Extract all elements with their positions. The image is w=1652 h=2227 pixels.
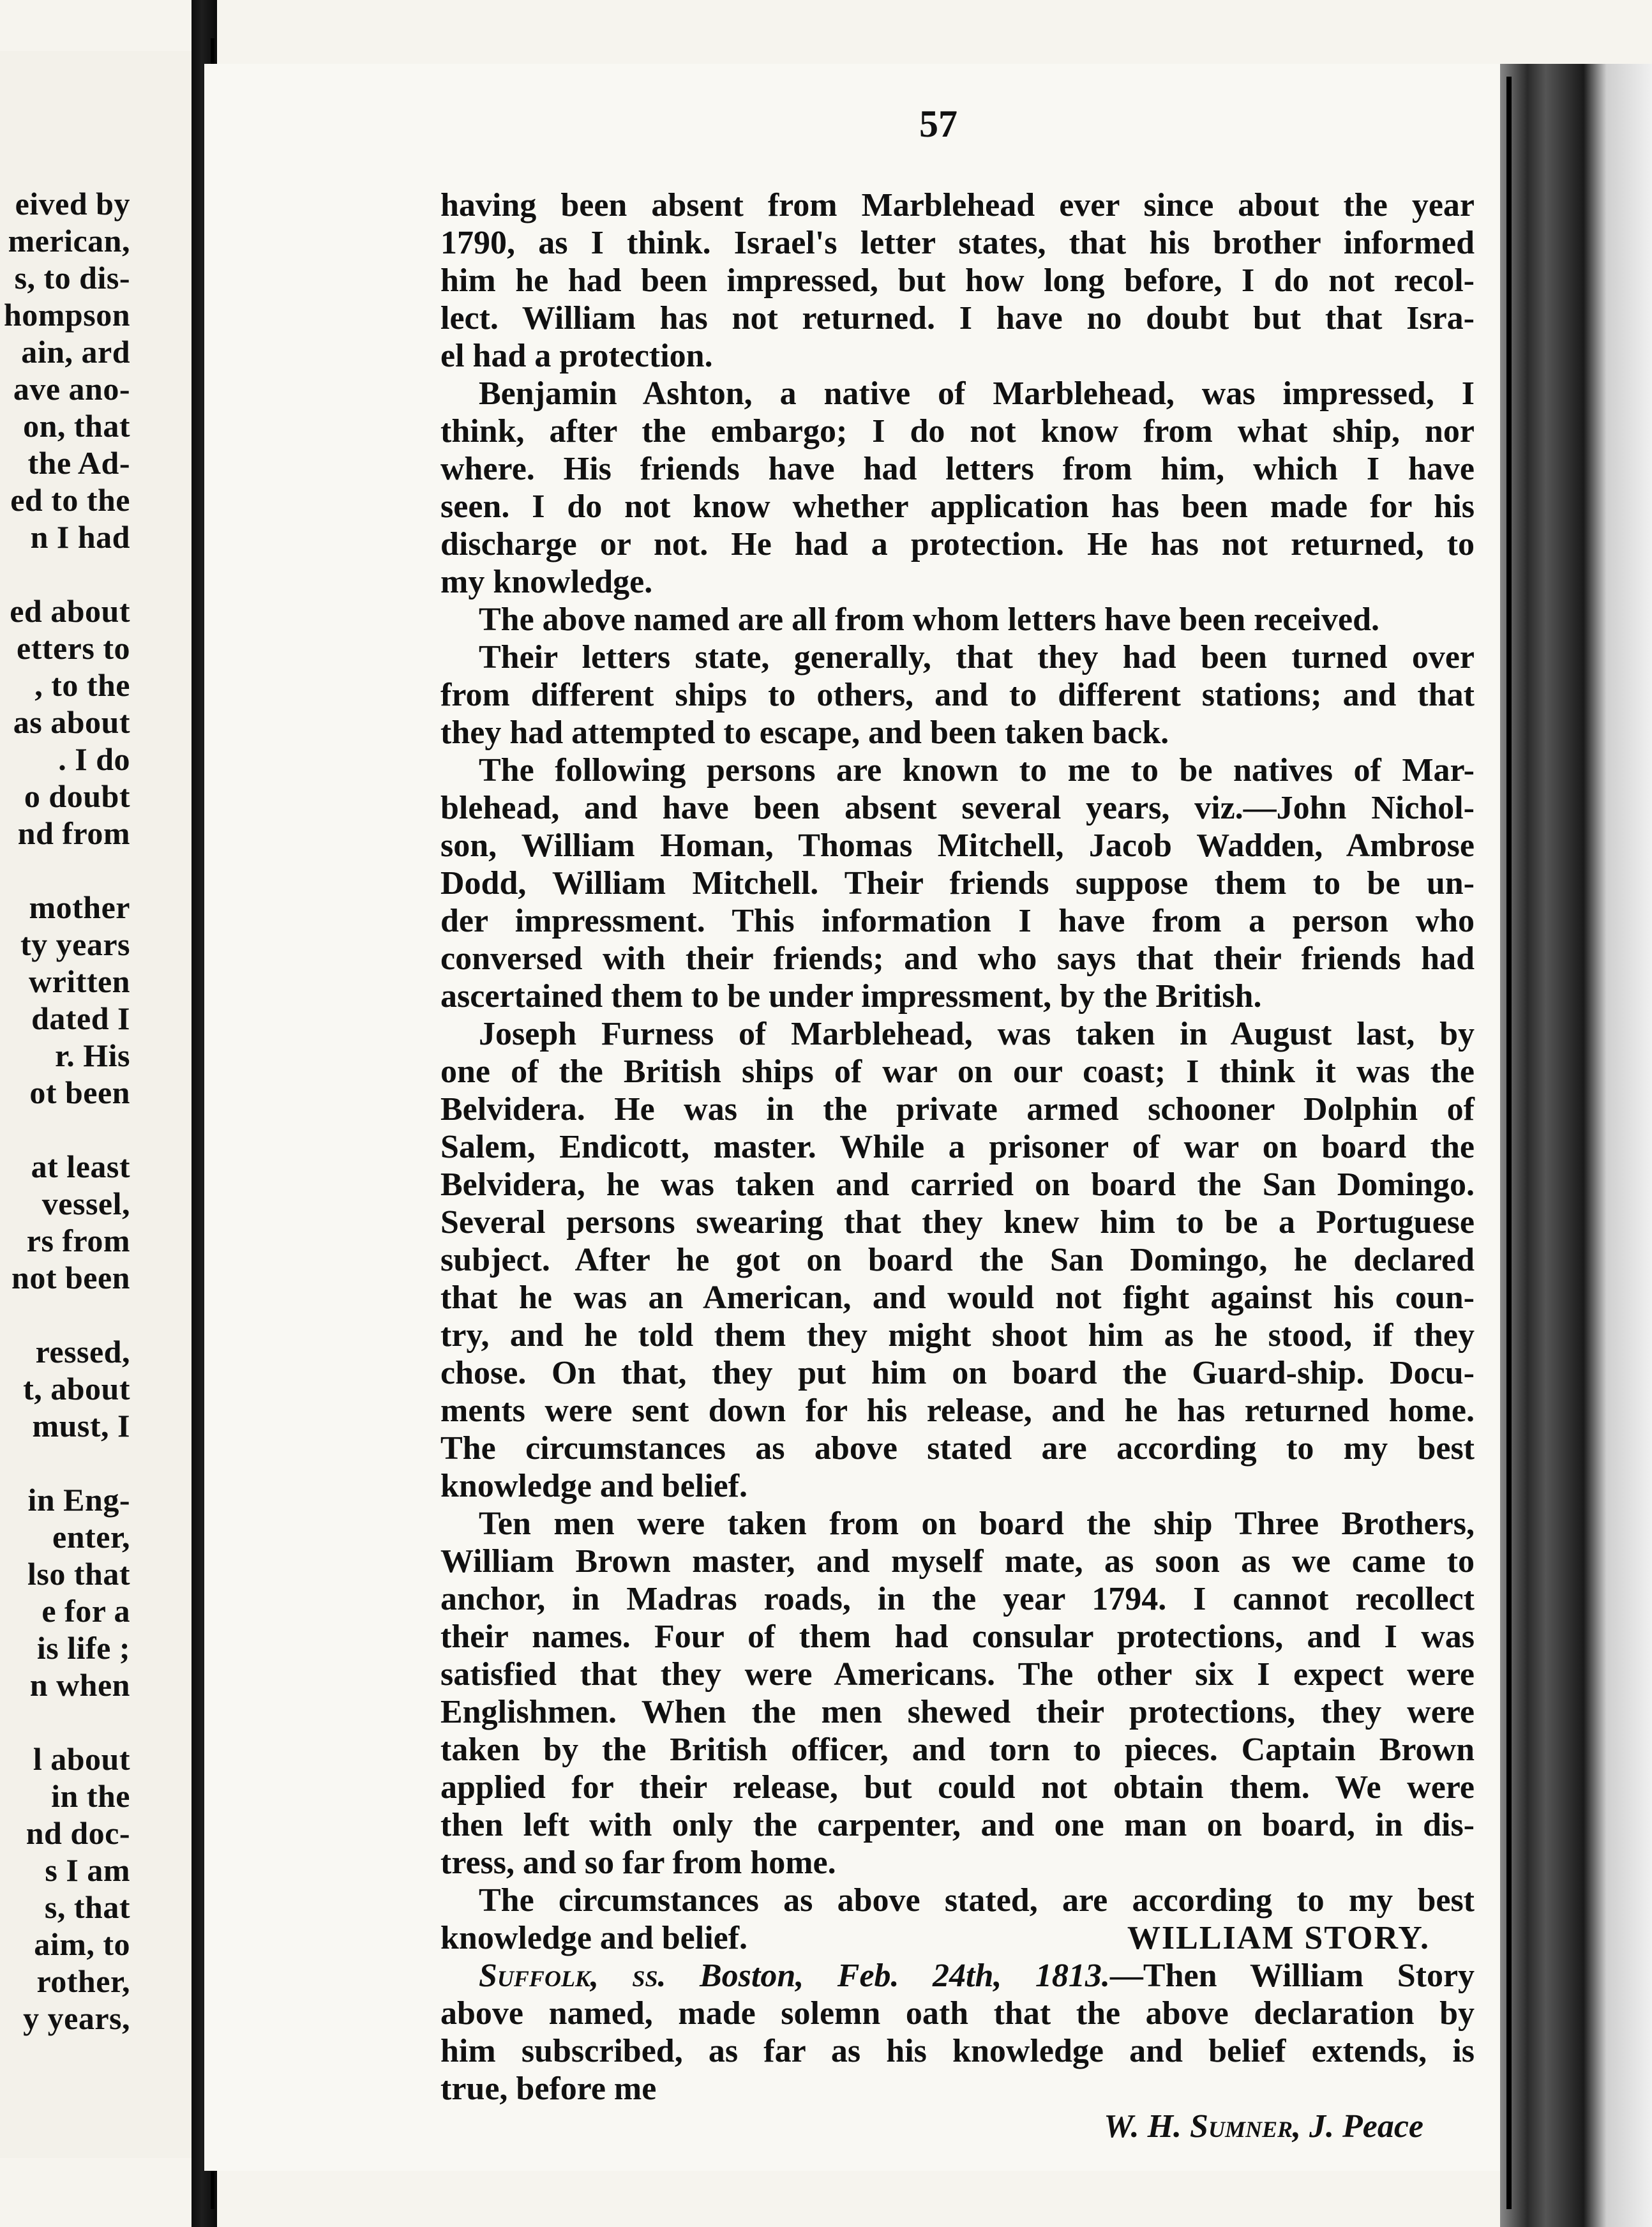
left-page-line: dated I <box>31 1000 130 1036</box>
left-page-line: ty years <box>20 926 130 962</box>
left-page-line: lso that <box>27 1556 130 1592</box>
left-page-line: o doubt <box>24 778 130 814</box>
body-line: conversed with their friends; and who says that their friends had <box>440 940 1475 977</box>
body-line: applied for their release, but could not obtain them. We were <box>440 1769 1475 1806</box>
body-line: him he had been impressed, but how long before, I do not recol- <box>440 262 1475 299</box>
left-page-line: l about <box>33 1741 130 1777</box>
left-page-line: must, I <box>32 1408 130 1444</box>
left-page-line: r. His <box>55 1038 130 1073</box>
left-page-line: . I do <box>58 741 130 777</box>
body-line: The following persons are known to me to be natives of Mar- <box>479 752 1475 789</box>
left-page-line: as about <box>13 704 130 740</box>
body-line: The above named are all from whom letters have been received. <box>479 601 1379 638</box>
left-page-line: , to the <box>34 667 130 703</box>
left-page-line: not been <box>11 1260 130 1295</box>
body-line: discharge or not. He had a protection. He has not returned, to <box>440 526 1475 562</box>
left-page-line: t, about <box>23 1371 130 1407</box>
left-page-line: y years, <box>23 2000 130 2036</box>
jurat-line-1 <box>440 1957 1475 1995</box>
body-line: Belvidera, he was taken and carried on board the San Domingo. <box>440 1166 1475 1203</box>
left-page-line: at least <box>31 1149 130 1184</box>
body-line: 1790, as I think. Israel's letter states, that his brother informed <box>440 225 1475 261</box>
body-line: der impressment. This information I have from a person who <box>440 903 1475 939</box>
left-page-line: enter, <box>52 1519 130 1555</box>
left-page-fragment <box>0 51 191 2158</box>
jurat-signer <box>440 2108 1475 2145</box>
left-page-line: e for a <box>41 1593 130 1629</box>
body-line: chose. On that, they put him on board the Guard-ship. Docu- <box>440 1355 1475 1391</box>
left-page-line: ave ano- <box>13 371 130 407</box>
body-lines <box>440 186 1475 1919</box>
body-line: tress, and so far from home. <box>440 1845 836 1881</box>
body-text <box>440 186 1475 2145</box>
jurat-line-2: above named, made solemn oath that the above declaration by <box>440 1995 1475 2032</box>
jurat-line-3: him subscribed, as far as his knowledge and belief extends, is <box>440 2033 1475 2069</box>
jurat-line-4: true, before me <box>440 2071 657 2107</box>
body-line: lect. William has not returned. I have no doubt but that Isra- <box>440 300 1475 336</box>
body-line: Dodd, William Mitchell. Their friends suppose them to be un- <box>440 865 1475 902</box>
left-page-line: s, to dis- <box>14 260 130 296</box>
page-edge <box>1500 64 1652 2227</box>
body-line: that he was an American, and would not fight against his coun- <box>440 1280 1475 1316</box>
body-line: Benjamin Ashton, a native of Marblehead, was impressed, I <box>479 375 1475 412</box>
body-line: their names. Four of them had consular protections, and I was <box>440 1619 1475 1655</box>
body-line: think, after the embargo; I do not know from what ship, nor <box>440 413 1475 449</box>
page-number: 57 <box>919 103 957 145</box>
body-line: from different ships to others, and to different stations; and that <box>440 677 1475 713</box>
signature-lead-text: knowledge and belief. <box>440 1920 748 1956</box>
body-line: Ten men were taken from on board the ship Three Brothers, <box>479 1506 1475 1542</box>
left-page-line: eived by <box>15 186 130 222</box>
jurat-county: Suffolk, ss. <box>479 1958 666 1994</box>
body-line: son, William Homan, Thomas Mitchell, Jacob Wadden, Ambrose <box>440 827 1475 864</box>
body-line: William Brown master, and myself mate, as soon as we came to <box>440 1543 1475 1580</box>
left-page-line: rs from <box>26 1223 130 1258</box>
body-line: el had a protection. <box>440 338 713 374</box>
body-line: Their letters state, generally, that they had been turned over <box>479 639 1475 676</box>
body-line: taken by the British officer, and torn to pieces. Captain Brown <box>440 1732 1475 1768</box>
body-line: my knowledge. <box>440 564 653 600</box>
left-page-line: nd from <box>17 815 130 851</box>
body-line: Salem, Endicott, master. While a prisoner of war on board the <box>440 1129 1475 1165</box>
signature-name: WILLIAM STORY. <box>1127 1920 1430 1956</box>
body-line: subject. After he got on board the San Domingo, he declared <box>440 1242 1475 1278</box>
jurat-place-date: Boston, Feb. 24th, 1813. <box>699 1958 1110 1994</box>
left-page-line: hompson <box>3 297 130 333</box>
left-page-line: aim, to <box>34 1926 130 1962</box>
left-page-line: ot been <box>29 1075 130 1110</box>
left-page-line: etters to <box>17 630 130 666</box>
body-line: seen. I do not know whether application has been made for his <box>440 488 1475 525</box>
body-line: anchor, in Madras roads, in the year 1794. I cannot recollect <box>440 1581 1475 1617</box>
left-page-line: the Ad- <box>27 445 130 481</box>
body-line: blehead, and have been absent several years, viz.—John Nichol- <box>440 790 1475 826</box>
left-page-line: mother <box>29 889 130 925</box>
left-page-line: n when <box>29 1667 130 1703</box>
left-page-line: ed to the <box>10 482 130 518</box>
left-page-line: n I had <box>30 519 130 555</box>
body-line: ascertained them to be under impressment, by the British. <box>440 978 1262 1015</box>
page-edge-stripe <box>1506 77 1512 2209</box>
left-page-line: s, that <box>44 1889 130 1925</box>
left-page-line: in Eng- <box>27 1482 130 1518</box>
left-page-line: nd doc- <box>26 1815 130 1851</box>
body-line: Englishmen. When the men shewed their protections, they were <box>440 1694 1475 1730</box>
body-line: The circumstances as above stated are according to my best <box>440 1430 1475 1467</box>
left-page-line: merican, <box>8 223 130 259</box>
left-page-line: ain, ard <box>21 334 130 370</box>
left-page-line: rother, <box>36 1963 130 1999</box>
left-page-line: ed about <box>10 593 130 629</box>
body-line: The circumstances as above stated, are according to my best <box>479 1882 1475 1919</box>
left-page-line: is life ; <box>36 1630 130 1666</box>
left-page-line: written <box>29 963 130 999</box>
left-page-line: ressed, <box>35 1334 130 1370</box>
body-line: Belvidera. He was in the private armed schooner Dolphin of <box>440 1091 1475 1128</box>
body-line: where. His friends have had letters from him, which I have <box>440 451 1475 487</box>
body-line: they had attempted to escape, and been taken back. <box>440 714 1169 751</box>
jurat-signer-name: W. H. Sumner, <box>1104 2108 1301 2145</box>
body-line: having been absent from Marblehead ever since about the year <box>440 187 1475 223</box>
signature-row <box>440 1919 1475 1957</box>
jurat-line1-rest: —Then William Story <box>1109 1958 1475 1994</box>
body-line: try, and he told them they might shoot him as he stood, if they <box>440 1317 1475 1354</box>
body-line: knowledge and belief. <box>440 1468 748 1504</box>
body-line: ments were sent down for his release, and he has returned home. <box>440 1393 1475 1429</box>
body-line: Joseph Furness of Marblehead, was taken in August last, by <box>479 1016 1475 1052</box>
jurat-signer-title: J. Peace <box>1309 2108 1423 2145</box>
left-page-line: s I am <box>45 1852 130 1888</box>
left-page-line: vessel, <box>41 1186 130 1221</box>
body-line: Several persons swearing that they knew him to be a Portuguese <box>440 1204 1475 1241</box>
left-page-line: in the <box>51 1778 130 1814</box>
body-line: satisfied that they were Americans. The other six I expect were <box>440 1656 1475 1693</box>
body-line: one of the British ships of war on our coast; I think it was the <box>440 1053 1475 1090</box>
body-line: then left with only the carpenter, and one man on board, in dis- <box>440 1807 1475 1843</box>
left-page-line: on, that <box>23 408 130 444</box>
